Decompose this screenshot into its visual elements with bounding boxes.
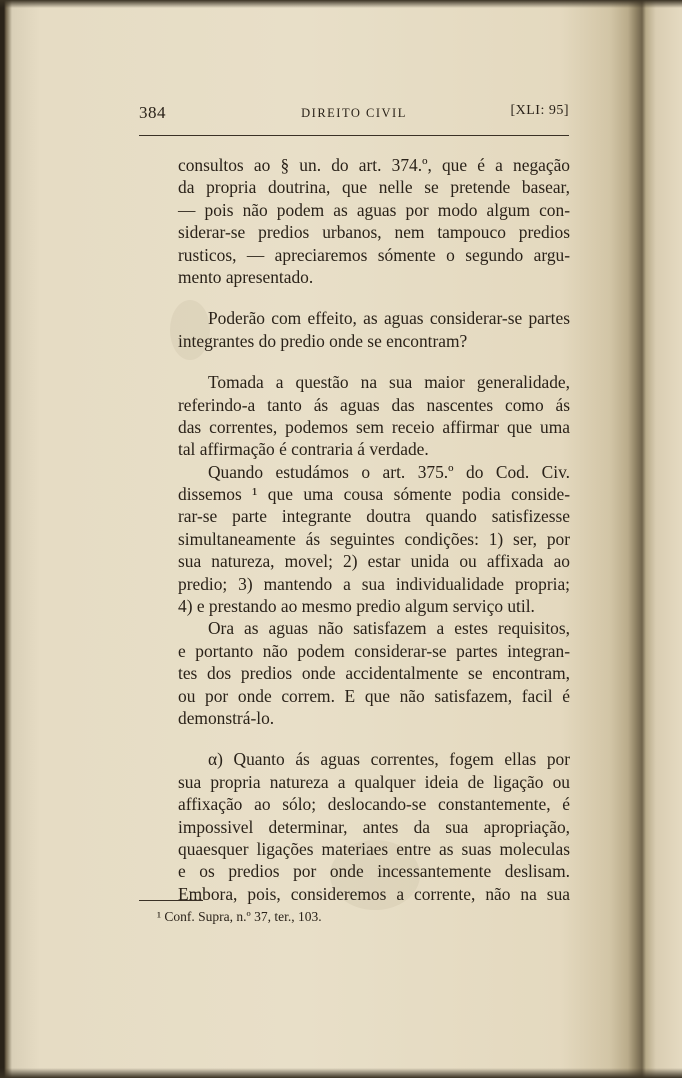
footnote: ¹ Conf. Supra, n.º 37, ter., 103. xyxy=(157,909,322,924)
text-line: demonstrá-lo. xyxy=(178,707,275,728)
text-line: referindo-a tanto ás aguas das nascentes como ás xyxy=(178,394,570,415)
running-title: DIREITO CIVIL xyxy=(301,106,407,120)
text-line: sua propria natureza a qualquer ideia de ligação ou xyxy=(178,771,570,792)
text-line: mento apresentado. xyxy=(178,266,314,287)
text-line: ou por onde correm. E que não satisfazem, facil é xyxy=(178,685,570,706)
text-line: affixação ao sólo; deslocando-se constantemente, é xyxy=(178,794,570,815)
text-line: 4) e prestando ao mesmo predio algum serviço util. xyxy=(178,596,535,617)
paragraph-gap xyxy=(178,288,570,307)
text-line: Quando estudámos o art. 375.º do Cod. Civ. xyxy=(208,461,570,482)
text-line: quaesquer ligações materiaes entre as suas moleculas xyxy=(178,838,570,859)
text-line: e portanto não podem considerar-se partes integran- xyxy=(178,640,570,661)
footnote-rule xyxy=(139,900,203,901)
text-line: impossivel determinar, antes da sua apropriação, xyxy=(178,816,570,837)
text-line: sua natureza, movel; 2) estar unida ou affixada ao xyxy=(178,551,570,572)
paragraph-gap xyxy=(178,352,570,371)
text-line: Tomada a questão na sua maior generalidade, xyxy=(208,372,570,393)
header-rule xyxy=(139,135,569,136)
text-line: e os predios por onde incessantemente deslisam. xyxy=(178,861,570,882)
text-line: consultos ao § un. do art. 374.º, que é a negação xyxy=(178,155,570,175)
text-line: predio; 3) mantendo a sua individualidade propria; xyxy=(178,573,570,594)
paragraph-gap xyxy=(178,729,570,748)
text-line: dissemos ¹ que uma cousa sómente podia conside- xyxy=(178,484,570,505)
text-line: Poderão com effeito, as aguas considerar-se partes xyxy=(208,308,570,329)
page-number: 384 xyxy=(139,103,166,122)
text-line: α) Quanto ás aguas correntes, fogem ellas por xyxy=(208,749,570,770)
text-line: — pois não podem as aguas por modo algum con- xyxy=(178,199,570,220)
text-line: das correntes, podemos sem receio affirmar que uma xyxy=(178,416,570,437)
text-line: rar-se parte integrante doutra quando satisfizesse xyxy=(178,506,570,527)
text-line: da propria doutrina, que nelle se pretende basear, xyxy=(178,177,570,198)
text-line: simultaneamente ás seguintes condições: 1) ser, por xyxy=(178,528,570,549)
text-line: Embora, pois, consideremos a corrente, não na sua xyxy=(178,883,570,904)
text-line: siderar-se predios urbanos, nem tampouco predios xyxy=(178,222,570,243)
text-line: Ora as aguas não satisfazem a estes requisitos, xyxy=(208,618,570,639)
text-line: tal affirmação é contraria á verdade. xyxy=(178,439,429,460)
text-line: integrantes do predio onde se encontram? xyxy=(178,330,468,351)
body-text xyxy=(178,154,570,905)
text-line: rusticos, — apreciaremos sómente o segundo argu- xyxy=(178,244,570,265)
text-line: tes dos predios onde accidentalmente se encontram, xyxy=(178,663,570,684)
running-header xyxy=(139,103,569,125)
section-reference: [XLI: 95] xyxy=(510,103,569,118)
